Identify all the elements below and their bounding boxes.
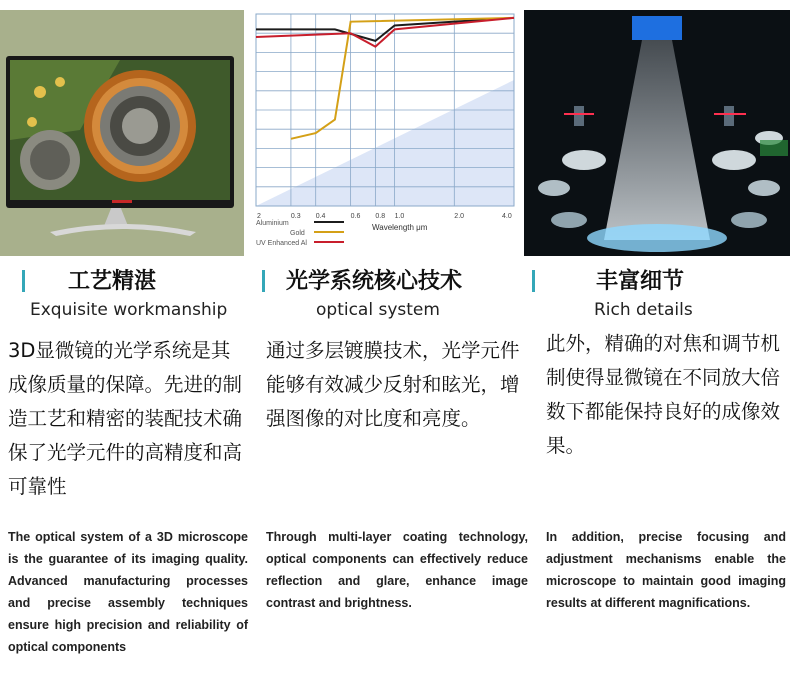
heading-col-1 bbox=[22, 264, 252, 298]
monitor-image bbox=[0, 10, 244, 256]
chart-svg bbox=[252, 10, 518, 256]
reflectance-chart bbox=[252, 10, 518, 256]
body-en-col-2: Through multi-layer coating technology, optical components can effectively reduce reflection and glare, enhance image contrast and brightness. bbox=[266, 530, 528, 610]
x-tick-label: 0.3 bbox=[290, 213, 301, 220]
lens-system-image bbox=[524, 10, 790, 256]
body-en-col-3: In addition, precise focusing and adjustment mechanisms enable the microscope to maintain good imaging results at different magnifications. bbox=[546, 530, 786, 610]
heading-col-2 bbox=[262, 264, 522, 298]
legend-label-aluminium: Aluminium bbox=[256, 220, 289, 227]
x-tick-label: 1.0 bbox=[394, 213, 405, 220]
heading-accent-bar bbox=[22, 270, 25, 292]
body-zh-col-1: 3D显微镜的光学系统是其成像质量的保障。先进的制造工艺和精密的装配技术确保了光学元件的高精度和高可靠性 bbox=[8, 339, 243, 498]
legend-label-uv-enhanced-al: UV Enhanced Al bbox=[256, 240, 307, 247]
heading-col-3 bbox=[532, 264, 790, 298]
subtitle-col-1: Exquisite workmanship bbox=[30, 300, 228, 320]
body-zh-col-2: 通过多层镀膜技术，光学元件能够有效减少反射和眩光，增强图像的对比度和亮度。 bbox=[266, 339, 520, 430]
x-tick-label: 2 bbox=[257, 213, 261, 220]
subtitle-col-2: optical system bbox=[316, 300, 440, 320]
body-zh-col-3: 此外，精确的对焦和调节机制使得显微镜在不同放大倍数下都能保持良好的成像效果。 bbox=[546, 332, 781, 457]
x-tick-label: 4.0 bbox=[502, 213, 512, 220]
x-tick-label: 0.4 bbox=[315, 213, 326, 220]
monitor-illustration bbox=[0, 10, 244, 256]
heading-title: 工艺精湛 bbox=[68, 269, 157, 294]
x-tick-label: 0.8 bbox=[375, 213, 386, 220]
subtitle-col-3: Rich details bbox=[594, 300, 693, 320]
x-tick-label: 0.6 bbox=[350, 213, 361, 220]
x-tick-label: 2.0 bbox=[454, 213, 465, 220]
heading-title: 丰富细节 bbox=[596, 269, 685, 294]
legend-label-gold: Gold bbox=[290, 230, 305, 237]
heading-title: 光学系统核心技术 bbox=[286, 269, 463, 294]
body-en-col-1: The optical system of a 3D microscope is the guarantee of its imaging quality. Advanced manufacturing processes and precise assembly techniques ensure high precision and reliability of optical components bbox=[8, 530, 248, 654]
heading-accent-bar bbox=[532, 270, 535, 292]
x-axis-label: Wavelength μm bbox=[372, 223, 428, 232]
heading-accent-bar bbox=[262, 270, 265, 292]
lens-illustration bbox=[524, 10, 790, 256]
